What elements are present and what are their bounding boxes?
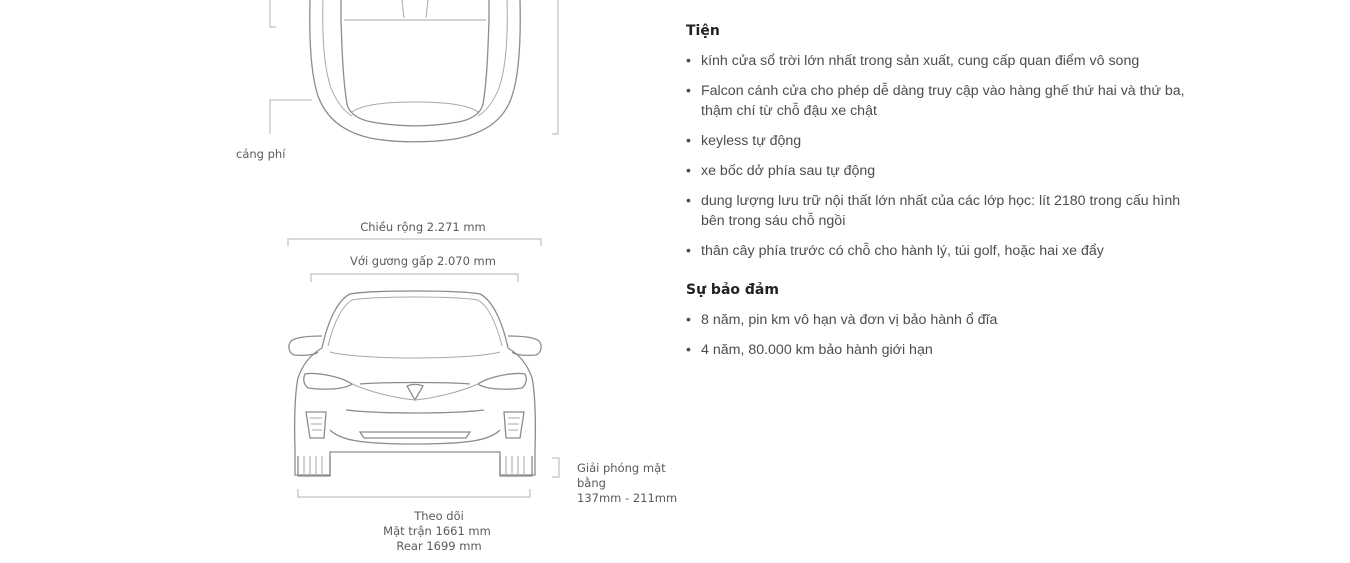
top-view-label: cảng phí <box>236 147 286 161</box>
clearance-value: 137mm - 211mm <box>577 491 678 505</box>
list-item: • keyless tự động <box>686 131 1186 151</box>
convenience-heading: Tiện <box>686 23 720 39</box>
list-item: • kính cửa sổ trời lớn nhất trong sản xuất, cung cấp quan điểm vô song <box>686 51 1186 71</box>
list-item: • dung lượng lưu trữ nội thất lớn nhất của các lớp học: lít 2180 trong cấu hình bên trong sáu chỗ ngồi <box>686 191 1186 231</box>
width-dimension-line <box>288 239 541 246</box>
car-top-view <box>270 0 558 142</box>
warranty-heading: Sự bảo đảm <box>686 282 779 298</box>
warranty-list <box>686 310 1186 360</box>
specs-panel <box>686 14 1186 370</box>
track-rear: Rear 1699 mm <box>396 539 482 553</box>
list-item: • thân cây phía trước có chỗ cho hành lý, túi golf, hoặc hai xe đẩy <box>686 241 1186 261</box>
clearance-dimension-line <box>552 458 559 477</box>
list-item: • xe bốc dở phía sau tự động <box>686 161 1186 181</box>
list-item: • Falcon cánh cửa cho phép dễ dàng truy cập vào hàng ghế thứ hai và thứ ba, thậm chí từ chỗ đậu xe chật <box>686 81 1186 121</box>
car-front-view <box>289 291 541 476</box>
clearance-title: Giải phóng mặt <box>577 461 666 475</box>
track-dimension-line <box>298 489 530 497</box>
mirror-width-label: Với gương gấp 2.070 mm <box>350 254 496 268</box>
width-label: Chiều rộng 2.271 mm <box>360 220 486 234</box>
convenience-list <box>686 51 1186 261</box>
list-item: • 8 năm, pin km vô hạn và đơn vị bảo hành ổ đĩa <box>686 310 1186 330</box>
track-title: Theo dõi <box>414 509 464 523</box>
list-item: • 4 năm, 80.000 km bảo hành giới hạn <box>686 340 1186 360</box>
clearance-title-2: bằng <box>577 476 606 490</box>
track-front: Mặt trận 1661 mm <box>383 524 491 538</box>
mirror-width-dimension-line <box>311 274 518 282</box>
